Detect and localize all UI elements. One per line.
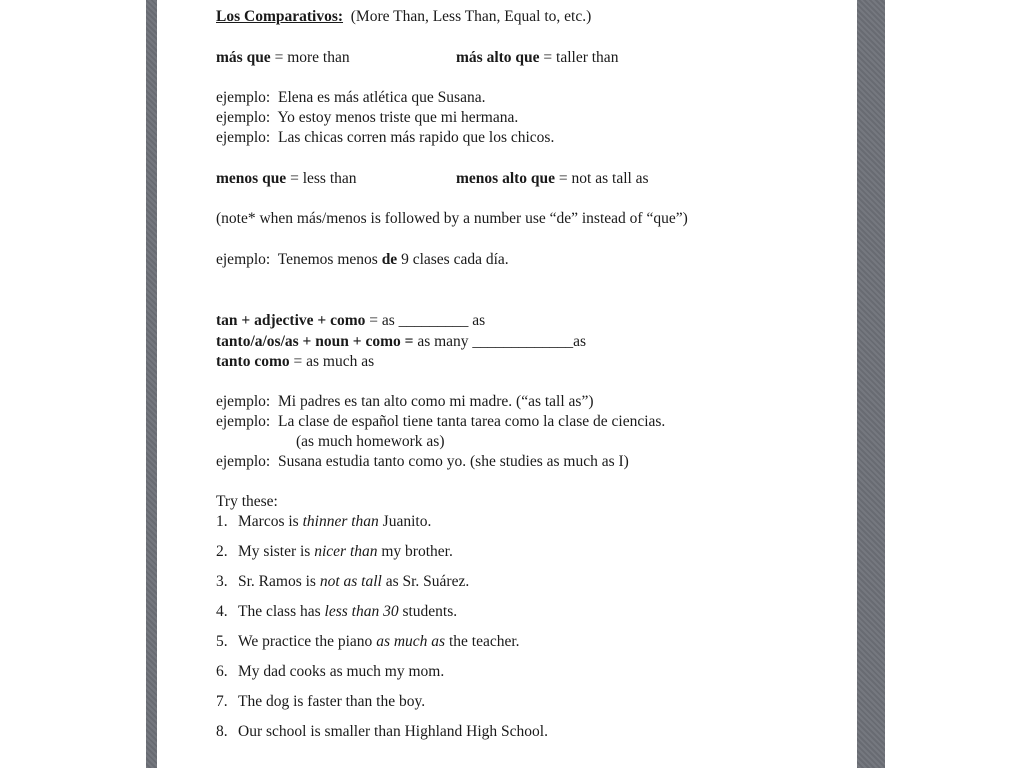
menos-que-rule: menos que = less than [216, 170, 357, 187]
exercise-item: 7. The dog is faster than the boy. [216, 693, 426, 710]
menos-alto-que-rule: menos alto que = not as tall as [456, 170, 649, 187]
note-line: (note* when más/menos is followed by a number use “de” instead of “que”) [216, 210, 688, 227]
example-line: ejemplo: Yo estoy menos triste que mi hermana. [216, 109, 519, 126]
tanto-como-rule: tanto como = as much as [216, 353, 375, 370]
exercise-item: 8. Our school is smaller than Highland High School. [216, 723, 548, 740]
page-subtitle: (More Than, Less Than, Equal to, etc.) [350, 8, 592, 25]
exercise-item: 5. We practice the piano as much as the teacher. [216, 633, 520, 650]
example-line: ejemplo: Elena es más atlética que Susana. [216, 89, 486, 106]
mas-alto-que-rule: más alto que = taller than [456, 49, 619, 66]
example-continuation: (as much homework as) [296, 433, 445, 450]
tan-como-rule: tan + adjective + como = as _________ as [216, 312, 486, 329]
example-line: ejemplo: Susana estudia tanto como yo. (she studies as much as I) [216, 453, 629, 470]
mas-que-rule: más que = more than [216, 49, 350, 66]
example-de-line: ejemplo: Tenemos menos de 9 clases cada día. [216, 251, 509, 268]
example-line: ejemplo: Las chicas corren más rapido que los chicos. [216, 129, 555, 146]
page-title: Los Comparativos: [216, 8, 344, 25]
exercise-item: 4. The class has less than 30 students. [216, 603, 458, 620]
try-these-heading: Try these: [216, 493, 278, 510]
exercise-item: 3. Sr. Ramos is not as tall as Sr. Suárez. [216, 573, 470, 590]
example-line: ejemplo: Mi padres es tan alto como mi madre. (“as tall as”) [216, 393, 594, 410]
title-line [216, 8, 591, 26]
tanto-como-noun-rule: tanto/a/os/as + noun + como = as many _____________as [216, 333, 587, 350]
exercise-item: 6. My dad cooks as much my mom. [216, 663, 445, 680]
exercise-item: 1. Marcos is thinner than Juanito. [216, 513, 432, 530]
exercise-item: 2. My sister is nicer than my brother. [216, 543, 453, 560]
example-line: ejemplo: La clase de español tiene tanta tarea como la clase de ciencias. [216, 413, 666, 430]
